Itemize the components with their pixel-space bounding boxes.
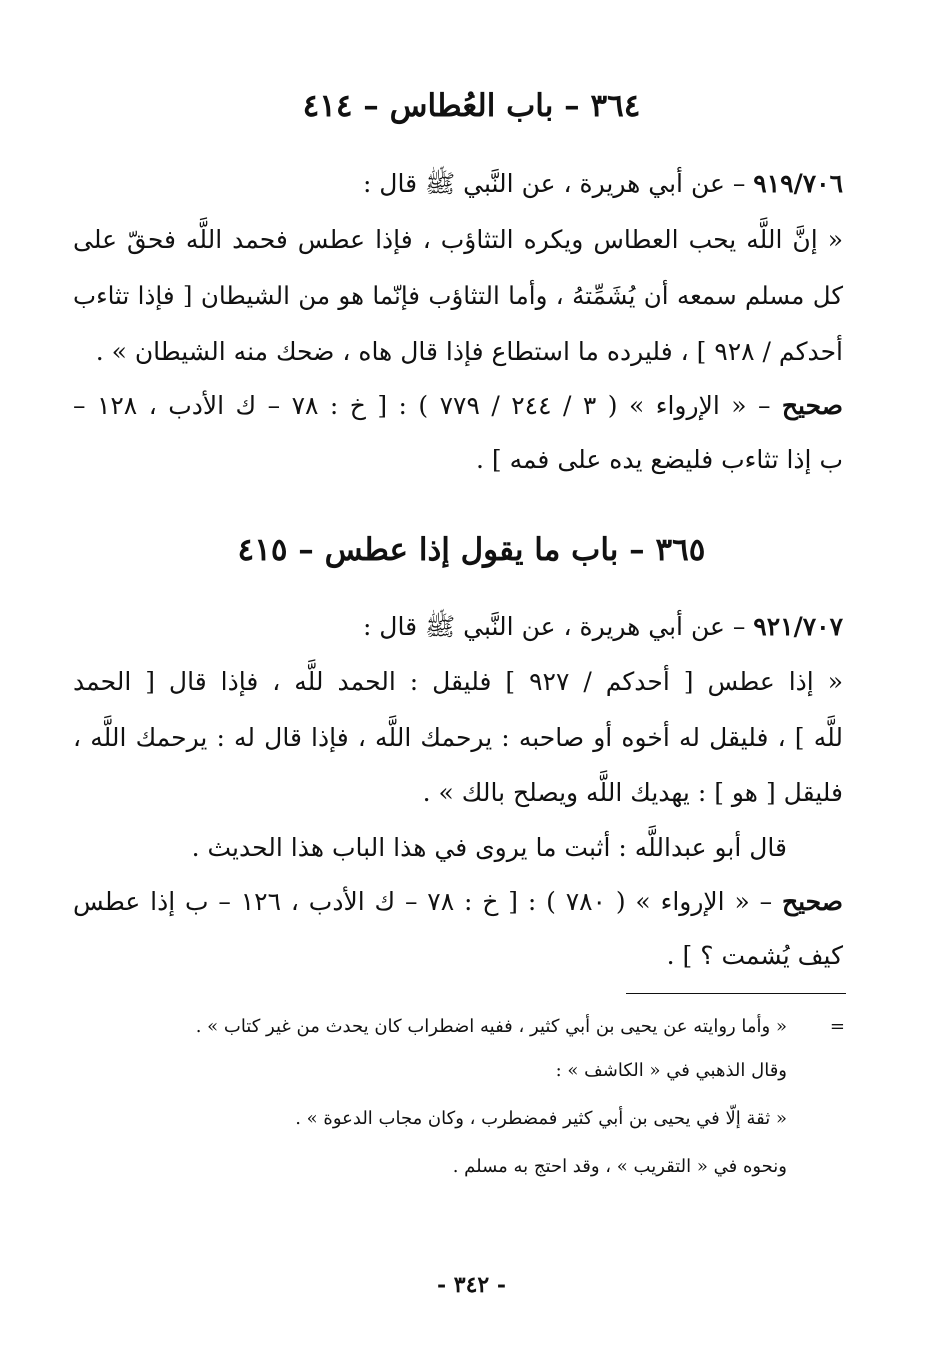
hadith-intro-2 <box>73 605 843 649</box>
grade-label-2: صحيح <box>781 887 844 916</box>
grading-line-1 <box>73 384 843 428</box>
grade-label-1: صحيح <box>781 391 843 420</box>
hadith-number-2: ٩٢١/٧٠٧ <box>753 612 843 641</box>
hadith-intro-1 <box>73 162 843 206</box>
hadith-number-1: ٩١٩/٧٠٦ <box>753 169 843 198</box>
hadith-intro-text-2: – عن أبي هريرة ، عن النَّبي ﷺ قال : <box>362 612 754 641</box>
grading-line-2: ب إذا تثاءب فليضع يده على فمه ] . <box>475 445 843 474</box>
footnote-line-1: « وأما روايته عن يحيى بن أبي كثير ، ففيه اضطراب كان يحدث من غير كتاب » . <box>195 1016 787 1037</box>
footnote-line-4: ونحوه في « التقريب » ، وقد احتج به مسلم . <box>452 1156 787 1177</box>
footnote-marker: = <box>829 1016 845 1037</box>
chapter-heading-2: ٣٦٥ – باب ما يقول إذا عطس – ٤١٥ <box>237 532 706 568</box>
footnote-separator <box>626 993 846 994</box>
grading-line-4: كيف يُشمت ؟ ] . <box>666 941 843 970</box>
hadith-text-line-3: أحدكم / ٩٢٨ ] ، فليرده ما استطاع فإذا قال هاه ، ضحك منه الشيطان » . <box>95 337 843 366</box>
hadith-text-line-5: للَّه ] ، فليقل له أخوه أو صاحبه : يرحمك اللَّه ، فإذا قال له : يرحمك اللَّه ، <box>73 723 843 752</box>
hadith-text-line-6: فليقل [ هو ] : يهديك اللَّه ويصلح بالك » . <box>422 778 843 807</box>
page-number: - ٣٤٢ - <box>436 1272 507 1298</box>
footnote-line-2: وقال الذهبي في « الكاشف » : <box>555 1060 787 1081</box>
hadith-intro-text-1: – عن أبي هريرة ، عن النَّبي ﷺ قال : <box>362 169 754 198</box>
hadith-text-line-4: « إذا عطس [ أحدكم / ٩٢٧ ] فليقل : الحمد للَّه ، فإذا قال [ الحمد <box>73 667 843 696</box>
author-comment: قال أبو عبداللَّه : أثبت ما يروى في هذا الباب هذا الحديث . <box>191 833 787 862</box>
grading-line-3 <box>73 880 843 924</box>
hadith-text-line-1: « إنَّ اللَّه يحب العطاس ويكره التثاؤب ، فإذا عطس فحمد اللَّه فحقّ على <box>73 225 843 254</box>
grade-source-1: – « الإرواء » ( ٣ / ٢٤٤ / ٧٧٩ ) : [ خ : ٧٨ – ك الأدب ، ١٢٨ – <box>73 391 782 420</box>
chapter-heading-1: ٣٦٤ – باب العُطاس – ٤١٤ <box>302 88 641 124</box>
footnote-line-3: « ثقة إلّا في يحيى بن أبي كثير فمضطرب ، وكان مجاب الدعوة » . <box>295 1108 787 1129</box>
hadith-text-line-2: كل مسلم سمعه أن يُشَمِّتهُ ، وأما التثاؤب فإنّما هو من الشيطان [ فإذا تثاءب <box>73 281 843 310</box>
grade-source-2: – « الإرواء » ( ٧٨٠ ) : [ خ : ٧٨ – ك الأدب ، ١٢٦ – ب إذا عطس <box>73 887 782 916</box>
